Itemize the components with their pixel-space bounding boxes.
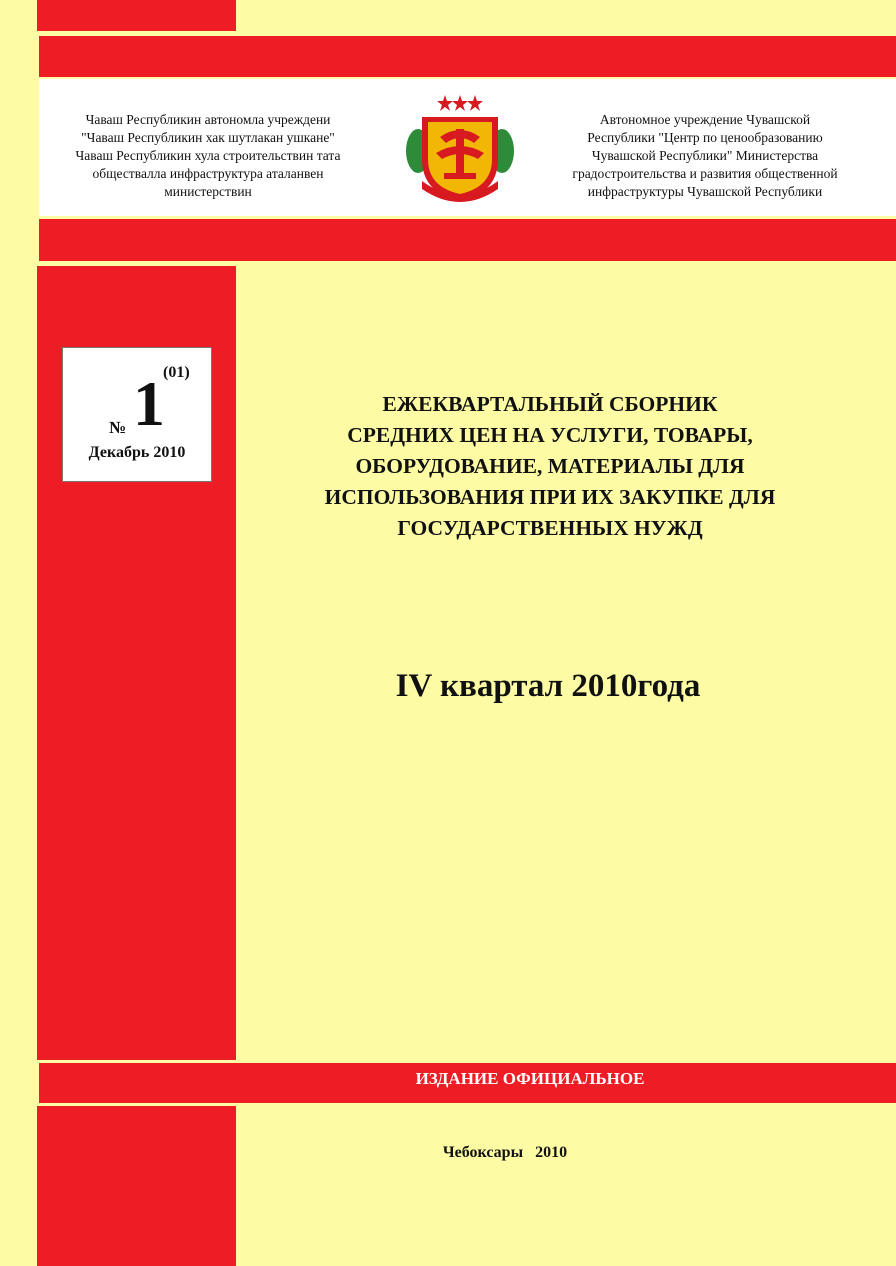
left-band-bottom xyxy=(37,1106,236,1266)
city-year: Чебоксары 2010 xyxy=(442,1144,568,1161)
header-stripe-bottom xyxy=(39,219,896,261)
document-title: ЕЖЕКВАРТАЛЬНЫЙ СБОРНИК СРЕДНИХ ЦЕН НА УСЛУГИ, ТОВАРЫ, ОБОРУДОВАНИЕ, МАТЕРИАЛЫ ДЛЯ ИСПОЛЬЗОВАНИЯ ПРИ ИХ ЗАКУПКЕ ДЛЯ ГОСУДАРСТВЕННЫХ НУЖД xyxy=(324,392,776,540)
quarter-label: IV квартал 2010года xyxy=(395,668,701,704)
header-left-organization: Чаваш Республикин автономла учреждени "Чаваш Республикин хак шутлакан ушкане" Чаваш Республикин хула строительствин тата обществалла инфраструктура аталанвен министерствин xyxy=(75,112,341,199)
coat-of-arms-icon xyxy=(400,89,520,207)
left-band-top xyxy=(37,0,236,31)
issue-number-sign: № xyxy=(109,418,127,437)
issue-sub-number: (01) xyxy=(163,364,190,381)
header-stripe-top xyxy=(39,36,896,77)
issue-number-box xyxy=(62,347,212,482)
edition-label: ИЗДАНИЕ ОФИЦИАЛЬНОЕ xyxy=(415,1069,645,1088)
header-right-organization: Автономное учреждение Чувашской Республики "Центр по ценообразованию Чувашской Республики" Министерства градостроительства и развития общественной инфраструктуры Чувашской Республики xyxy=(572,112,838,199)
issue-date: Декабрь 2010 xyxy=(88,444,186,461)
issue-number: 1 xyxy=(133,368,165,439)
